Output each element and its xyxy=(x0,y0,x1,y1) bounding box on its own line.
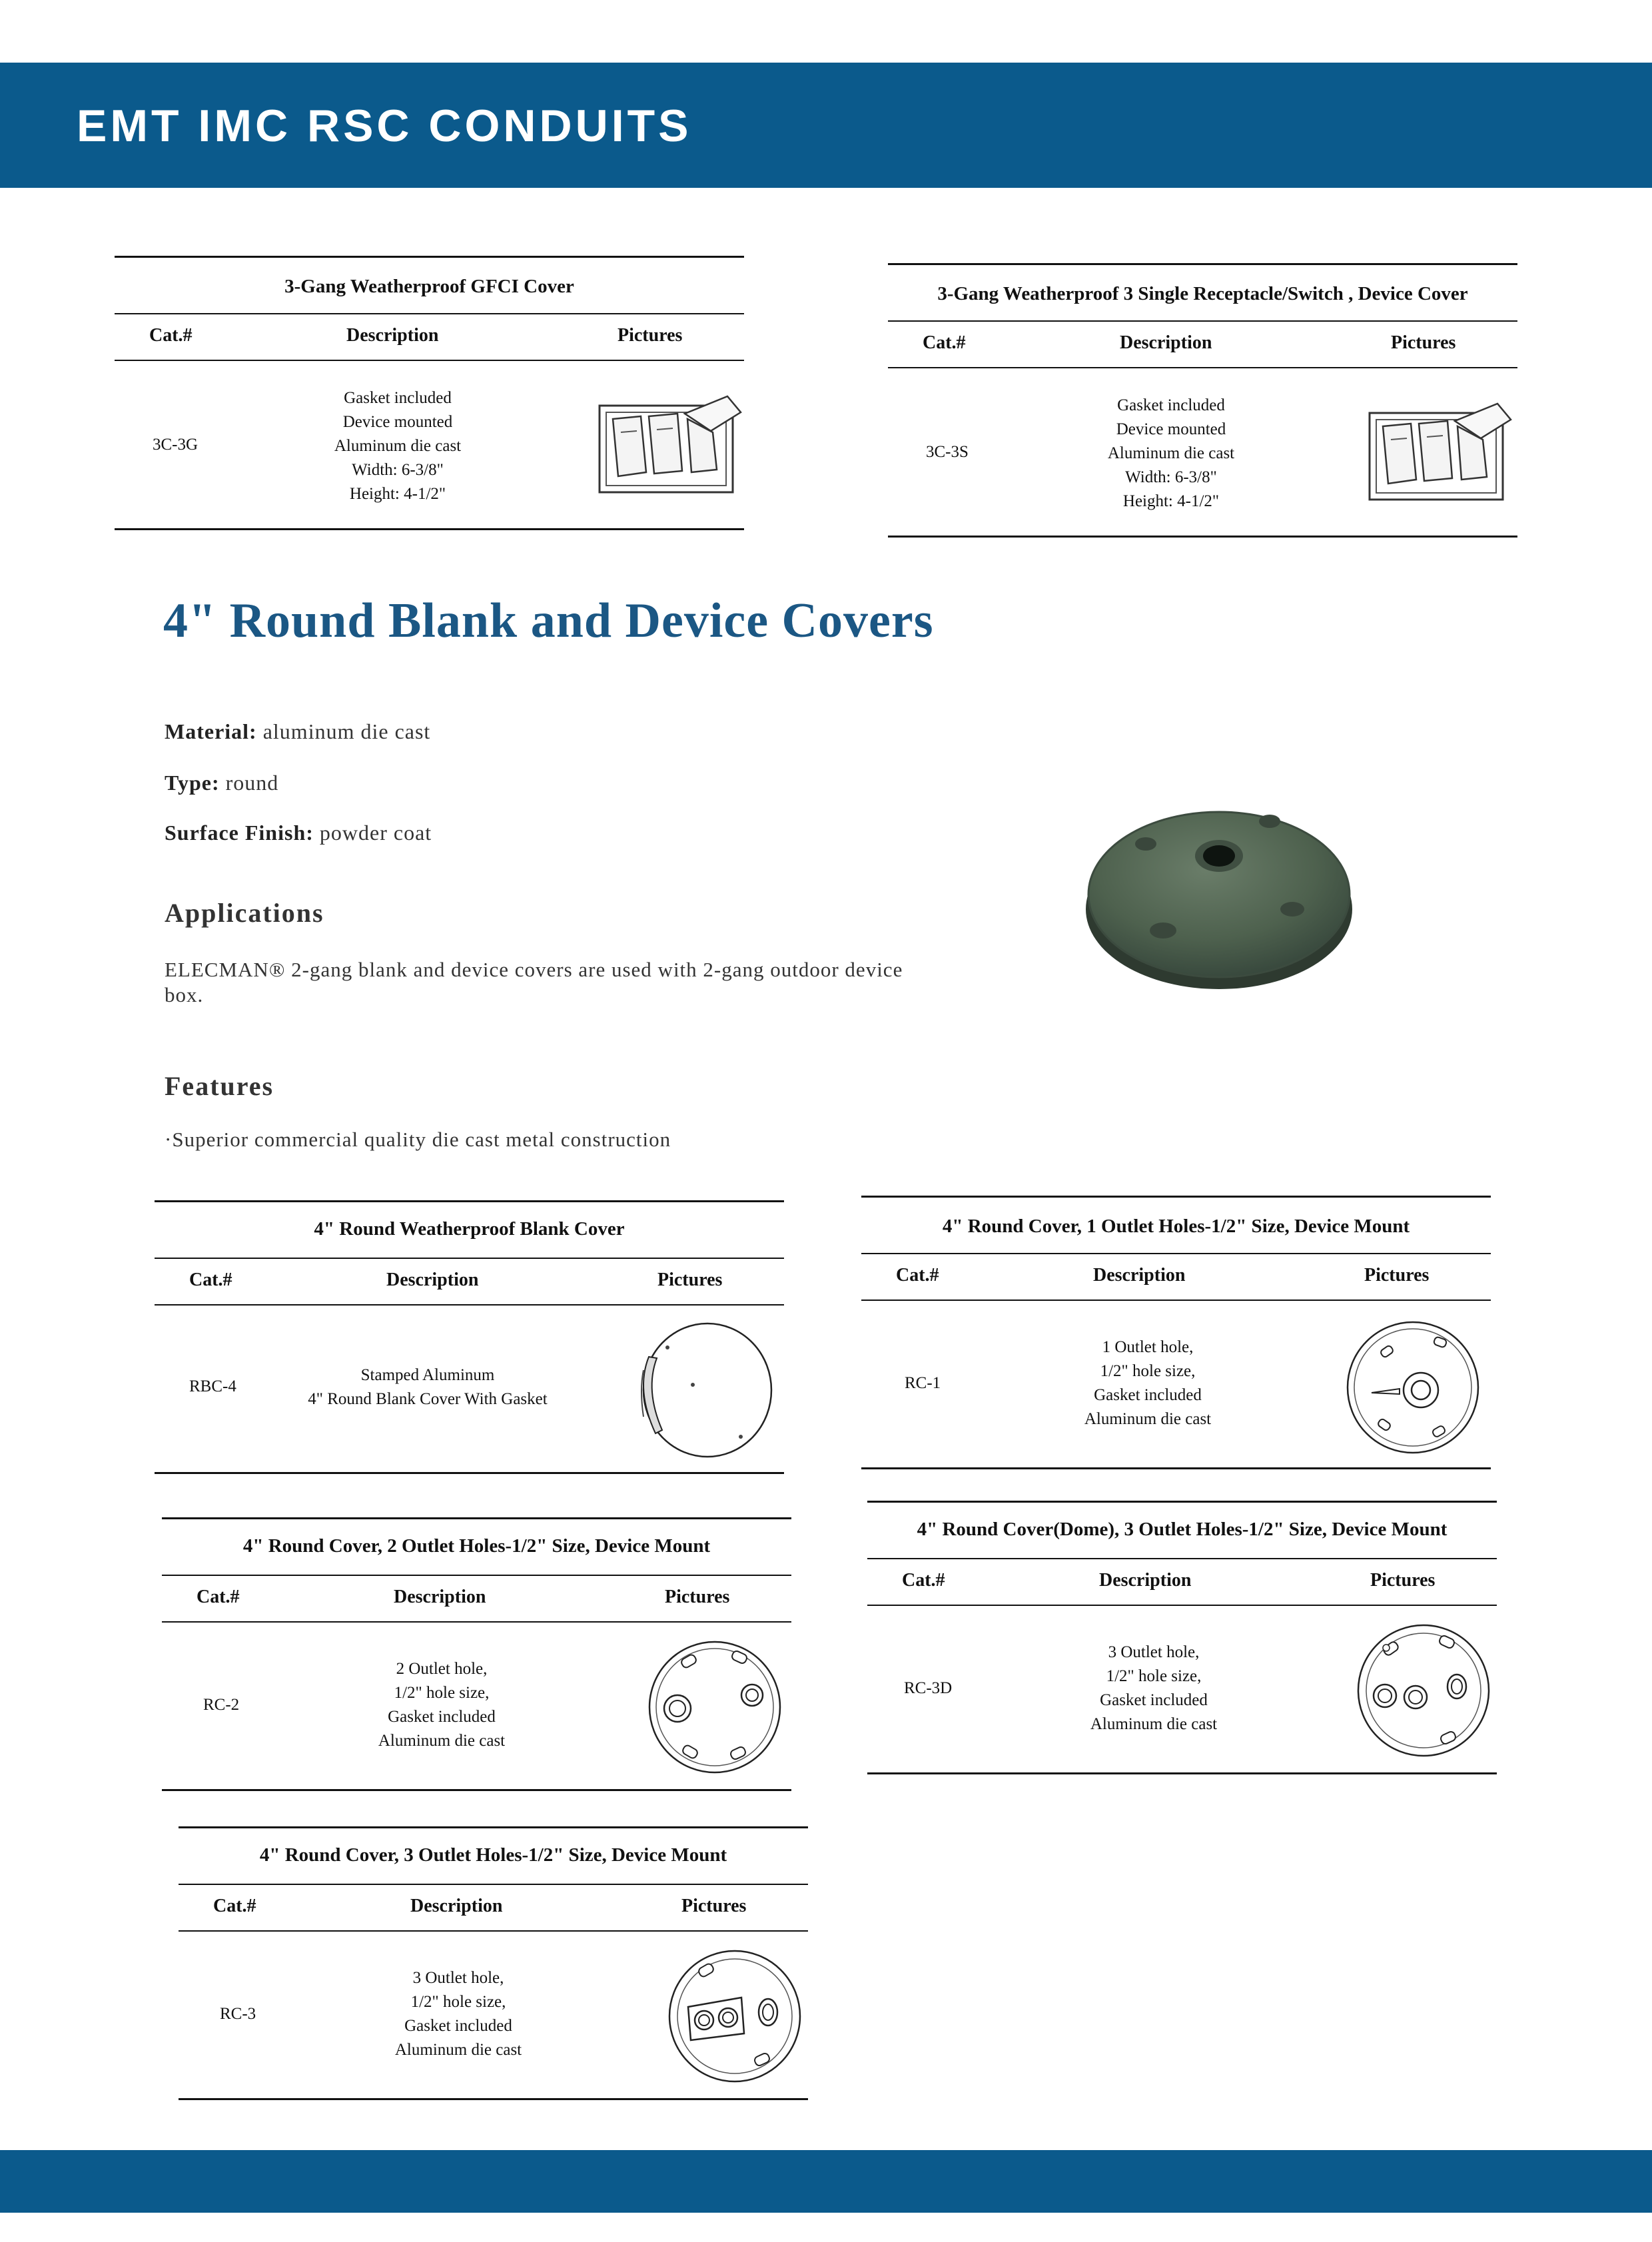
table-rule xyxy=(861,1253,1491,1254)
page-title: EMT IMC RSC CONDUITS xyxy=(77,101,692,151)
description-cell: 1 Outlet hole, 1/2" hole size, Gasket included Aluminum die cast xyxy=(1084,1338,1212,1428)
col-header-pictures: Pictures xyxy=(1391,332,1456,353)
table-rule xyxy=(888,320,1517,322)
table-rule xyxy=(888,536,1517,538)
cat-number: RC-2 xyxy=(203,1696,240,1714)
col-header-pictures: Pictures xyxy=(665,1587,730,1607)
col-header-cat: Cat.# xyxy=(213,1896,256,1916)
section-heading: 4" Round Blank and Device Covers xyxy=(163,593,934,648)
table-rule xyxy=(179,1826,808,1828)
table-rule xyxy=(162,1517,791,1519)
col-header-description: Description xyxy=(1120,332,1212,353)
description-cell: 3 Outlet hole, 1/2" hole size, Gasket included Aluminum die cast xyxy=(1090,1643,1218,1733)
table-rule xyxy=(888,263,1517,265)
finish-line: Surface Finish: powder coat xyxy=(165,821,432,845)
three-gang-gfci-cover-icon xyxy=(594,392,744,502)
table-rule xyxy=(861,1300,1491,1301)
table-rule xyxy=(179,2098,808,2100)
table-rule xyxy=(867,1501,1497,1503)
table-rule xyxy=(155,1304,784,1306)
table-rule xyxy=(162,1789,791,1791)
col-header-pictures: Pictures xyxy=(618,325,683,346)
cat-number: RC-3 xyxy=(220,2005,256,2023)
col-header-cat: Cat.# xyxy=(197,1587,240,1607)
table-rule xyxy=(179,1930,808,1932)
table-rule xyxy=(162,1575,791,1576)
col-header-description: Description xyxy=(386,1270,479,1290)
table-rule xyxy=(179,1884,808,1885)
table-title: 4" Round Cover, 2 Outlet Holes-1/2" Size, Device Mount xyxy=(242,1535,711,1557)
table-two-outlet xyxy=(162,1517,791,1797)
table-rule xyxy=(867,1772,1497,1774)
table-rule xyxy=(115,256,744,258)
col-header-cat: Cat.# xyxy=(149,325,193,346)
col-header-pictures: Pictures xyxy=(657,1270,723,1290)
table-receptacle-cover xyxy=(888,263,1517,543)
applications-heading: Applications xyxy=(165,898,324,928)
description-cell: 2 Outlet hole, 1/2" hole size, Gasket included Aluminum die cast xyxy=(378,1660,506,1750)
cat-number: RBC-4 xyxy=(189,1377,236,1395)
table-gfci-cover xyxy=(115,256,744,536)
cat-number: RC-1 xyxy=(905,1374,941,1392)
round-three-outlet-dome-cover-icon xyxy=(1350,1617,1497,1767)
table-rule xyxy=(162,1621,791,1623)
table-rule xyxy=(867,1558,1497,1559)
cat-number: 3C-3S xyxy=(926,443,969,461)
features-heading: Features xyxy=(165,1071,274,1101)
table-rule xyxy=(861,1467,1491,1469)
table-one-outlet xyxy=(861,1196,1491,1475)
three-gang-receptacle-cover-icon xyxy=(1364,400,1514,510)
col-header-description: Description xyxy=(394,1587,486,1607)
description-cell: Stamped Aluminum 4" Round Blank Cover With Gasket xyxy=(308,1366,548,1408)
round-blank-cover-icon xyxy=(629,1317,775,1467)
green-round-cover-photo-icon xyxy=(1079,783,1359,1006)
table-rule xyxy=(155,1472,784,1474)
col-header-description: Description xyxy=(1099,1570,1192,1591)
material-line: Material: aluminum die cast xyxy=(165,719,431,743)
table-blank-cover xyxy=(155,1200,784,1480)
table-rule xyxy=(155,1258,784,1259)
col-header-pictures: Pictures xyxy=(1370,1570,1436,1591)
table-title: 3-Gang Weatherproof GFCI Cover xyxy=(284,276,574,297)
col-header-description: Description xyxy=(1093,1265,1186,1286)
col-header-pictures: Pictures xyxy=(681,1896,747,1916)
round-one-outlet-cover-icon xyxy=(1340,1314,1486,1464)
type-line: Type: round xyxy=(165,771,279,795)
round-two-outlet-cover-icon xyxy=(641,1634,788,1784)
table-rule xyxy=(115,313,744,314)
col-header-cat: Cat.# xyxy=(923,332,966,353)
round-three-outlet-cover-icon xyxy=(661,1943,808,2093)
col-header-cat: Cat.# xyxy=(902,1570,945,1591)
table-title: 4" Round Cover(Dome), 3 Outlet Holes-1/2" Size, Device Mount xyxy=(917,1519,1447,1540)
table-rule xyxy=(888,367,1517,368)
table-rule xyxy=(115,360,744,361)
table-title: 4" Round Cover, 3 Outlet Holes-1/2" Size, Device Mount xyxy=(259,1844,727,1866)
footer-band xyxy=(0,2150,1652,2213)
table-title: 3-Gang Weatherproof 3 Single Receptacle/Switch , Device Cover xyxy=(937,283,1468,304)
col-header-cat: Cat.# xyxy=(896,1265,939,1286)
applications-text: ELECMAN® 2-gang blank and device covers are used with 2-gang outdoor device box. xyxy=(165,958,903,1006)
col-header-pictures: Pictures xyxy=(1364,1265,1430,1286)
cat-number: RC-3D xyxy=(904,1679,953,1697)
features-item: ·Superior commercial quality die cast metal construction xyxy=(165,1128,671,1151)
cat-number: 3C-3G xyxy=(153,436,199,454)
col-header-description: Description xyxy=(410,1896,503,1916)
table-rule xyxy=(867,1605,1497,1606)
table-three-outlet xyxy=(179,1826,808,2106)
col-header-description: Description xyxy=(346,325,439,346)
table-rule xyxy=(861,1196,1491,1198)
description-cell: 3 Outlet hole, 1/2" hole size, Gasket included Aluminum die cast xyxy=(394,1969,522,2059)
description-cell: Gasket included Device mounted Aluminum die cast Width: 6-3/8" Height: 4-1/2" xyxy=(1107,396,1235,510)
col-header-cat: Cat.# xyxy=(189,1270,232,1290)
table-three-outlet-dome xyxy=(867,1501,1497,1780)
table-rule xyxy=(155,1200,784,1202)
description-cell: Gasket included Device mounted Aluminum die cast Width: 6-3/8" Height: 4-1/2" xyxy=(334,389,462,503)
table-rule xyxy=(115,528,744,530)
table-title: 4" Round Cover, 1 Outlet Holes-1/2" Size, Device Mount xyxy=(942,1216,1410,1237)
table-title: 4" Round Weatherproof Blank Cover xyxy=(314,1218,625,1240)
